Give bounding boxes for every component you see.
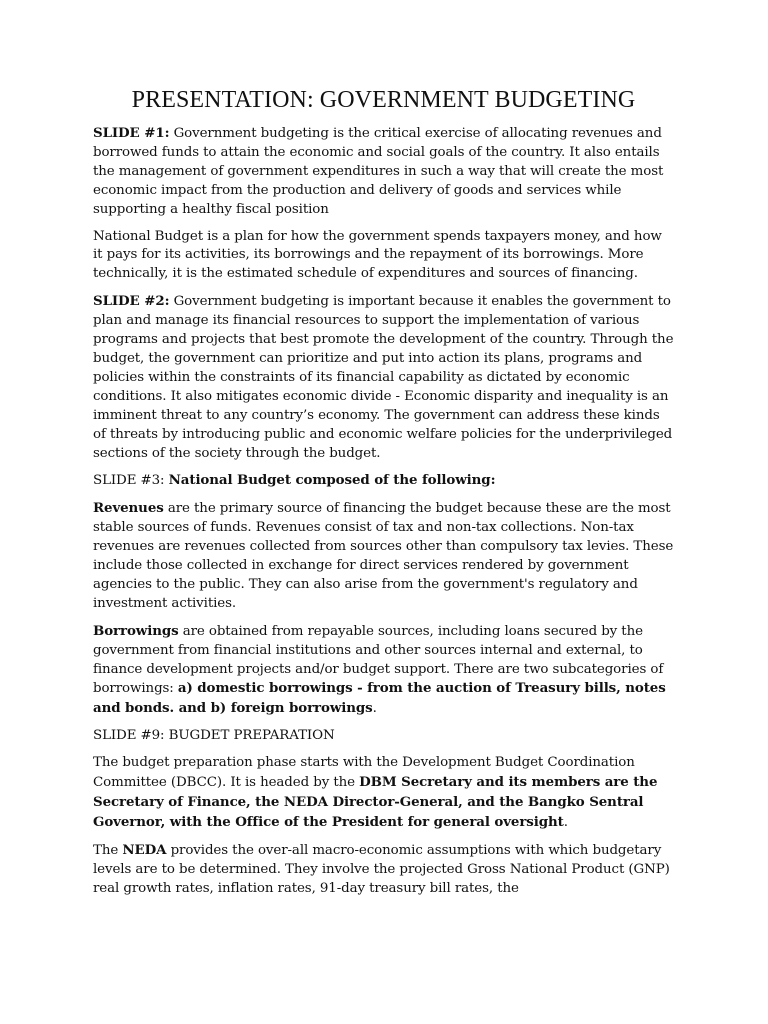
slide-1-text: Government budgeting is the critical exercise of allocating revenues and borrowed funds to attain the economic and social goals of the country. It also entails the management of government expenditures in such a way that will create the most economic impact from the production and delivery of goods and services while supporting a healthy fiscal position bbox=[93, 126, 664, 217]
slide-1-label: SLIDE #1: bbox=[93, 125, 170, 141]
slide-9-heading: SLIDE #9: BUGDET PREPARATION bbox=[93, 728, 335, 744]
slide-1-paragraph bbox=[93, 124, 674, 220]
budget-prep-members: DBM Secretary and its members are the Secretary of Finance, the NEDA Director-General, and the Bangko Sentral Governor, with the Office of the President for general oversight bbox=[93, 774, 658, 830]
slide-3-heading bbox=[93, 471, 674, 491]
budget-prep-end: . bbox=[563, 814, 568, 830]
borrowings-term: Borrowings bbox=[93, 622, 179, 639]
slide-2-paragraph bbox=[93, 292, 674, 463]
neda-term: NEDA bbox=[122, 841, 167, 858]
revenues-paragraph bbox=[93, 499, 674, 613]
slide-3-heading-text: National Budget composed of the following: bbox=[168, 472, 496, 489]
national-budget-paragraph: National Budget is a plan for how the government spends taxpayers money, and how it pays for its activities, its borrowings and the repayment of its borrowings. More technically, it is the estimated schedule of expenditures and sources of financing. bbox=[93, 228, 662, 282]
slide-2-label: SLIDE #2: bbox=[93, 293, 170, 310]
borrowings-text: are obtained from repayable sources, including loans secured by the government from financial institutions and other sources internal and external, to finance development projects and/or budget support. There are two subcategories of borrowings: bbox=[93, 623, 664, 697]
borrowings-subcategories: a) domestic borrowings - from the auction of Treasury bills, notes and bonds. and b) foreign borrowings bbox=[93, 680, 666, 717]
slide-3-label: SLIDE #3: bbox=[93, 473, 169, 489]
revenues-text: are the primary source of financing the budget because these are the most stable sources of funds. Revenues consist of tax and non-tax collections. Non-tax revenues are revenues collected from sources other than compulsory tax levies. These include those collected in exchange for direct services rendered by government agencies to the public. They can also arise from the government's regulatory and investment activities. bbox=[93, 501, 674, 611]
slide-2-text: Government budgeting is important because it enables the government to plan and manage its financial resources to support the implementation of various programs and projects that best promote the development of the country. Through the budget, the government can prioritize and put into action its plans, programs and policies within the constraints of its financial capability as dictated by economic conditions. It also mitigates economic divide - Economic disparity and inequality is an imminent threat to any country’s economy. The government can address these kinds of threats by introducing public and economic welfare policies for the underprivileged sections of the society through the budget. bbox=[93, 294, 674, 461]
budget-preparation-paragraph bbox=[93, 754, 674, 833]
revenues-term: Revenues bbox=[93, 500, 164, 517]
neda-before: The bbox=[93, 842, 123, 858]
neda-text: provides the over-all macro-economic assumptions with which budgetary levels are to be determined. They involve the projected Gross National Product (GNP) real growth rates, inflation rates, 91-day treasury bill rates, the bbox=[93, 842, 670, 896]
neda-paragraph bbox=[93, 841, 674, 899]
borrowings-paragraph bbox=[93, 622, 674, 720]
document-title: PRESENTATION: GOVERNMENT BUDGETING bbox=[131, 87, 636, 113]
budget-prep-text: The budget preparation phase starts with the Development Budget Coordination Committee (DBCC). It is headed by the bbox=[93, 755, 635, 791]
borrowings-end: . bbox=[372, 701, 377, 717]
